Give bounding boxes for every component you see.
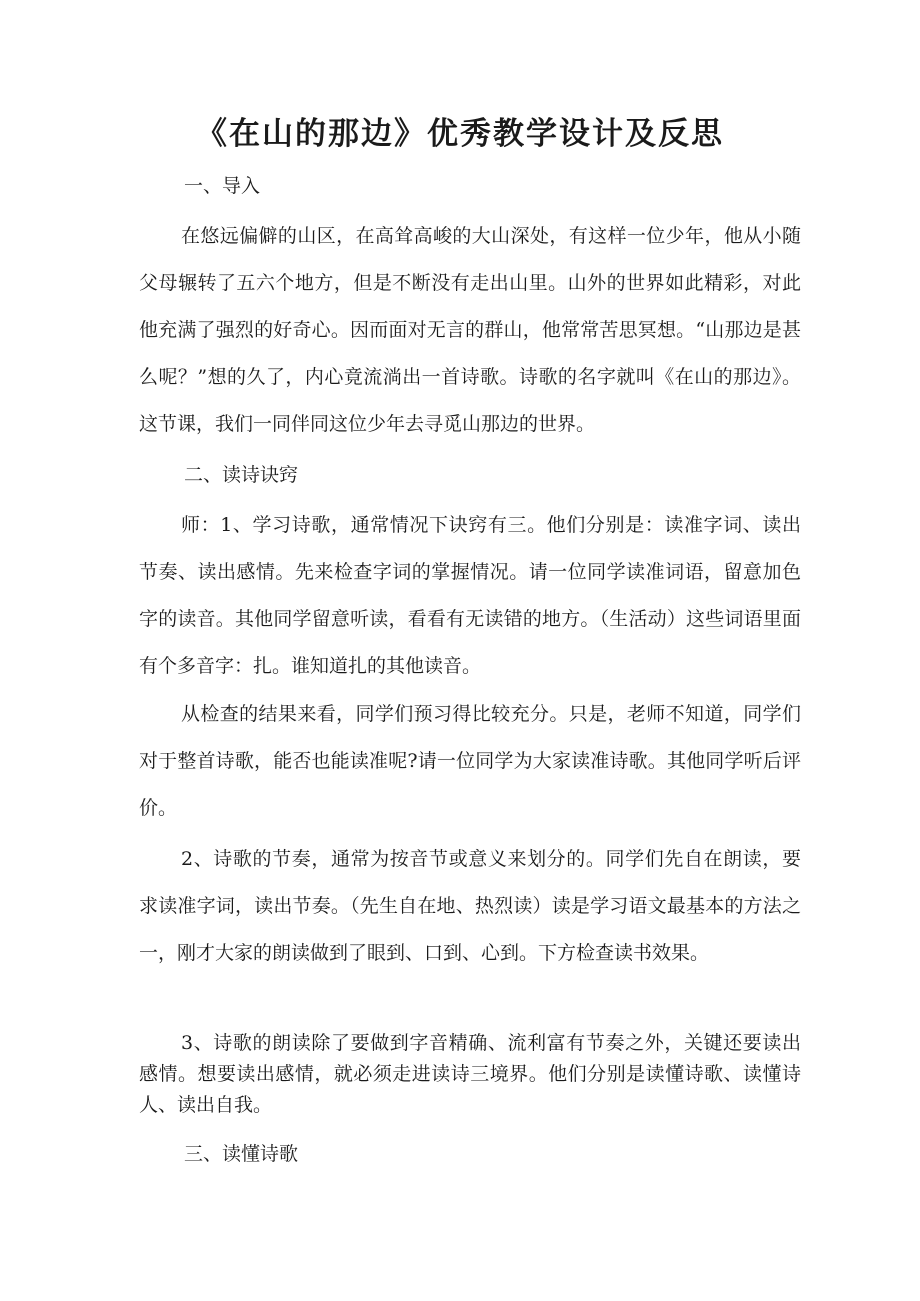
section-heading-understand-poem: 三、读懂诗歌 (184, 1143, 299, 1165)
paragraph-reading-tips-2: 从检查的结果来看，同学们预习得比较充分。只是，老师不知道，同学们对于整首诗歌，能否也能读准呢?请一位同学为大家读准诗歌。其他同学听后评价。 (139, 703, 801, 819)
section-heading-reading-tips: 二、读诗诀窍 (184, 464, 299, 486)
paragraph-intro: 在悠远偏僻的山区，在高耸高峻的大山深处，有这样一位少年，他从小随父母辗转了五六个地方，但是不断没有走出山里。山外的世界如此精彩，对此他充满了强烈的好奇心。因而面对无言的群山，他常常苦思冥想。“山那边是甚么呢？”想的久了，内心竟流淌出一首诗歌。诗歌的名字就叫《在山的那边》。这节课，我们一同伴同这位少年去寻觅山那边的世界。 (139, 225, 801, 435)
section-heading-intro: 一、导入 (184, 175, 261, 197)
paragraph-reading-tips-1: 师：1、学习诗歌，通常情况下诀窍有三。他们分别是：读准字词、读出节奏、读出感情。先来检查字词的掌握情况。请一位同学读准词语，留意加色字的读音。其他同学留意听读，看看有无读错的地方。（生活动）这些词语里面有个多音字：扎。谁知道扎的其他读音。 (139, 514, 801, 677)
paragraph-reading-tips-3: 2、诗歌的节奏，通常为按音节或意义来划分的。同学们先自在朗读，要求读准字词，读出节奏。（先生自在地、热烈读）读是学习语文最基本的方法之一，刚才大家的朗读做到了眼到、口到、心到。下方检查读书效果。 (139, 848, 801, 964)
document-title: 《在山的那边》优秀教学设计及反思 (196, 116, 724, 152)
paragraph-reading-tips-4: 3、诗歌的朗读除了要做到字音精确、流利富有节奏之外，关键还要读出感情。想要读出感情，就必须走进读诗三境界。他们分别是读懂诗歌、读懂诗人、读出自我。 (139, 1032, 801, 1116)
